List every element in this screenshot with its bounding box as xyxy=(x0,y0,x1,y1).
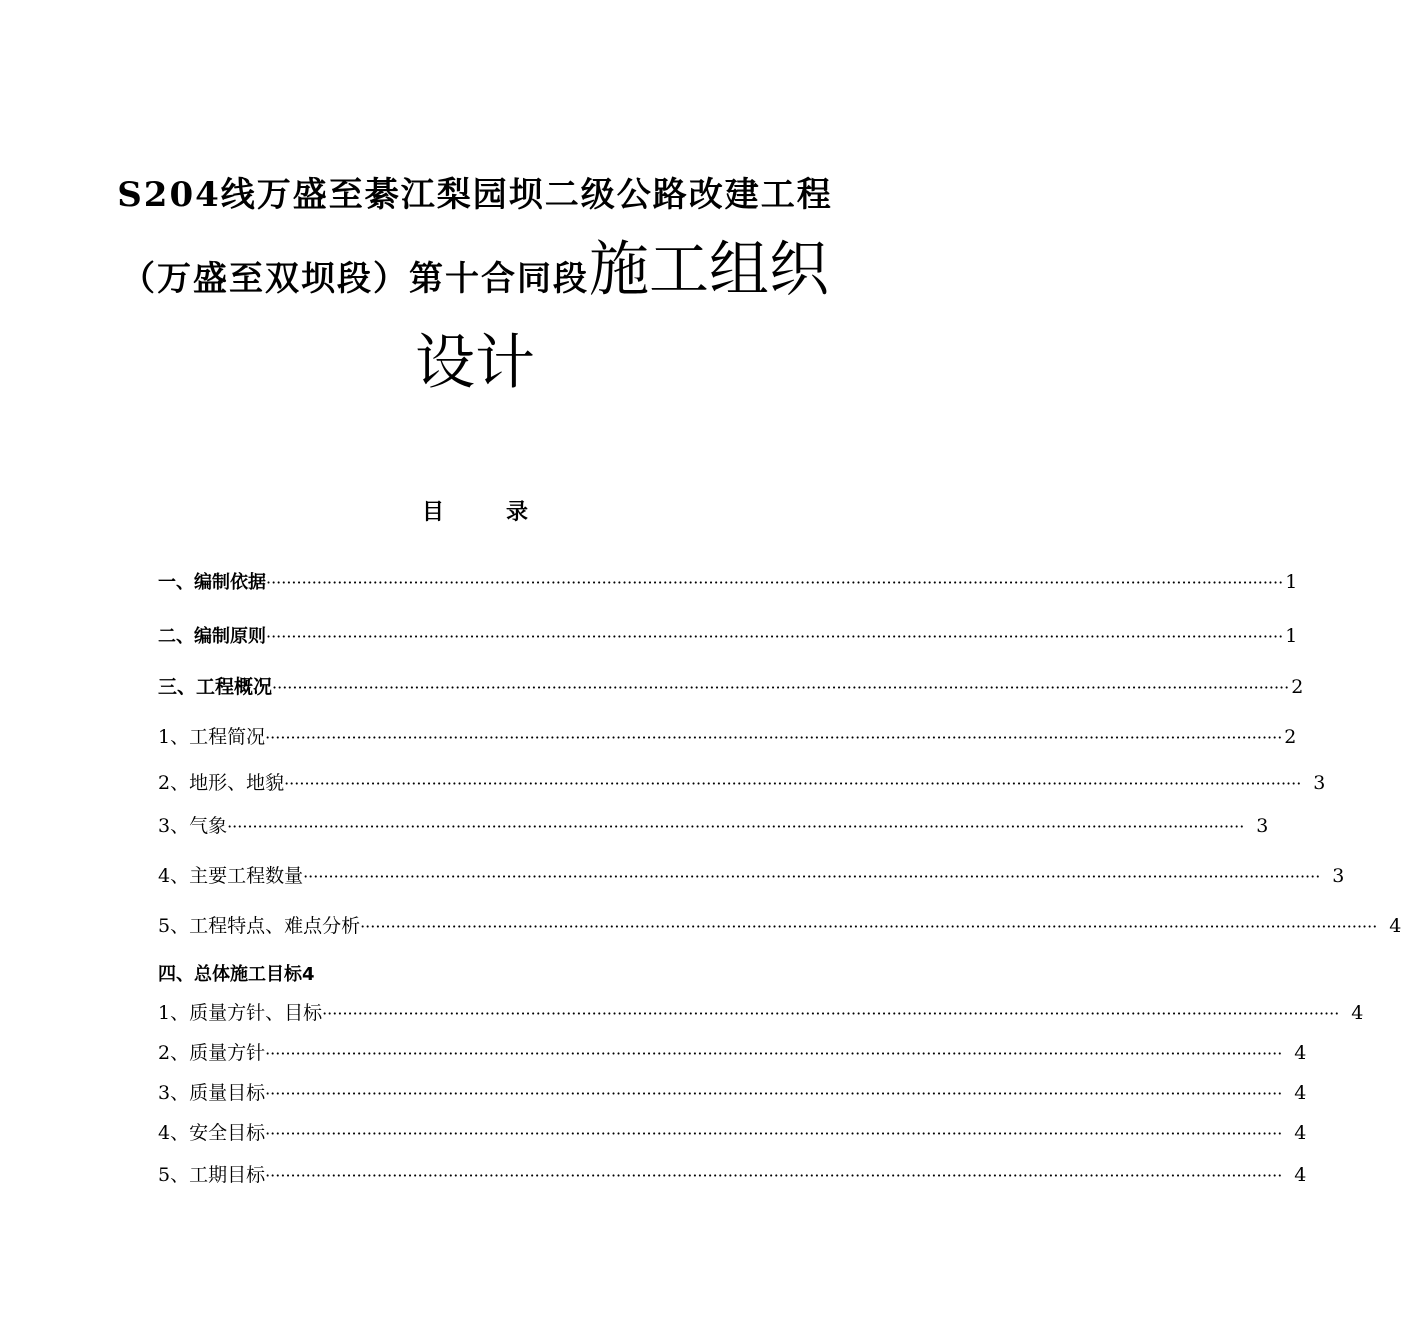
toc-entry[interactable] xyxy=(158,622,1298,648)
toc-entry-label: 2、质量方针 xyxy=(158,1042,266,1064)
toc-entry-label: 二、编制原则 xyxy=(158,626,266,647)
toc-entry-page: 3 xyxy=(1313,772,1326,794)
toc-entry-label: 一、编制依据 xyxy=(158,572,266,593)
toc-entry[interactable] xyxy=(158,568,1298,594)
toc-entry-label: 2、地形、地貌 xyxy=(158,772,285,794)
toc-entry[interactable] xyxy=(158,768,1326,794)
toc-entry-label: 四、总体施工目标4 xyxy=(158,964,315,985)
toc-entry-page: 2 xyxy=(1291,676,1304,698)
document-title xyxy=(0,160,950,401)
toc-entry-label: 三、工程概况 xyxy=(158,676,273,698)
toc-entry-label: 1、工程简况 xyxy=(158,726,266,748)
toc-entry-label: 4、主要工程数量 xyxy=(158,865,304,887)
title-line-2 xyxy=(0,230,950,325)
toc-entry[interactable] xyxy=(158,998,1364,1024)
toc-leader: ········································································································································································································ xyxy=(265,728,1283,747)
toc-entry-label: 1、质量方针、目标 xyxy=(158,1002,323,1024)
toc-leader: ········································································································································································································ xyxy=(266,627,1284,646)
toc-entry[interactable] xyxy=(158,1118,1307,1144)
toc-leader: ········································································································································································································ xyxy=(266,573,1284,592)
title-line-2-part-2: 施工组织 xyxy=(589,235,829,305)
toc-entry-label: 3、气象 xyxy=(158,815,228,837)
toc-entry-page: 4 xyxy=(1294,1042,1307,1064)
toc-entry-page: 2 xyxy=(1284,726,1297,748)
toc-heading xyxy=(0,495,950,526)
toc-entry-page: 4 xyxy=(1294,1164,1307,1186)
toc-leader: ········································································································································································································ xyxy=(265,1044,1283,1063)
toc-heading-left: 目 xyxy=(421,500,444,525)
toc-entry[interactable] xyxy=(158,722,1297,748)
toc-leader: ········································································································································································································ xyxy=(322,1004,1340,1023)
toc-entry-page: 4 xyxy=(1294,1082,1307,1104)
title-line-3: 设计 xyxy=(415,328,535,398)
toc-entry-label: 5、工期目标 xyxy=(158,1164,266,1186)
toc-entry-label: 3、质量目标 xyxy=(158,1082,266,1104)
toc-entry[interactable] xyxy=(158,861,1345,887)
toc-entry-label: 5、工程特点、难点分析 xyxy=(158,915,361,937)
toc-leader: ········································································································································································································ xyxy=(265,1166,1283,1185)
toc-leader: ········································································································································································································ xyxy=(284,774,1302,793)
toc-entry-page: 4 xyxy=(1389,915,1401,937)
toc-entry-label: 4、安全目标 xyxy=(158,1122,266,1144)
toc-leader: ········································································································································································································ xyxy=(227,817,1245,836)
toc-heading-right: 录 xyxy=(506,500,529,525)
toc-entry[interactable] xyxy=(158,1038,1307,1064)
toc-entry[interactable] xyxy=(158,911,1401,937)
toc-leader: ········································································································································································································ xyxy=(303,867,1321,886)
toc-leader: ········································································································································································································ xyxy=(272,678,1290,697)
title-line-2-part-1: （万盛至双坝段）第十合同段 xyxy=(121,259,589,299)
toc-leader: ········································································································································································································ xyxy=(265,1084,1283,1103)
toc-entry-page: 4 xyxy=(1294,1122,1307,1144)
toc-entry-page: 3 xyxy=(1256,815,1269,837)
toc-entry-page: 3 xyxy=(1332,865,1345,887)
toc-entry-page: 1 xyxy=(1285,625,1298,647)
toc-leader: ········································································································································································································ xyxy=(360,917,1378,936)
toc-entry[interactable] xyxy=(158,672,1304,698)
toc-entry-page: 1 xyxy=(1285,571,1298,593)
title-line-1: S204线万盛至綦江梨园坝二级公路改建工程 xyxy=(117,175,833,215)
toc-entry[interactable] xyxy=(158,960,795,986)
toc-leader: ········································································································································································································ xyxy=(265,1124,1283,1143)
toc-entry[interactable] xyxy=(158,811,1269,837)
toc-entry-page: 4 xyxy=(1351,1002,1364,1024)
toc-entry[interactable] xyxy=(158,1160,1307,1186)
toc-entry[interactable] xyxy=(158,1078,1307,1104)
